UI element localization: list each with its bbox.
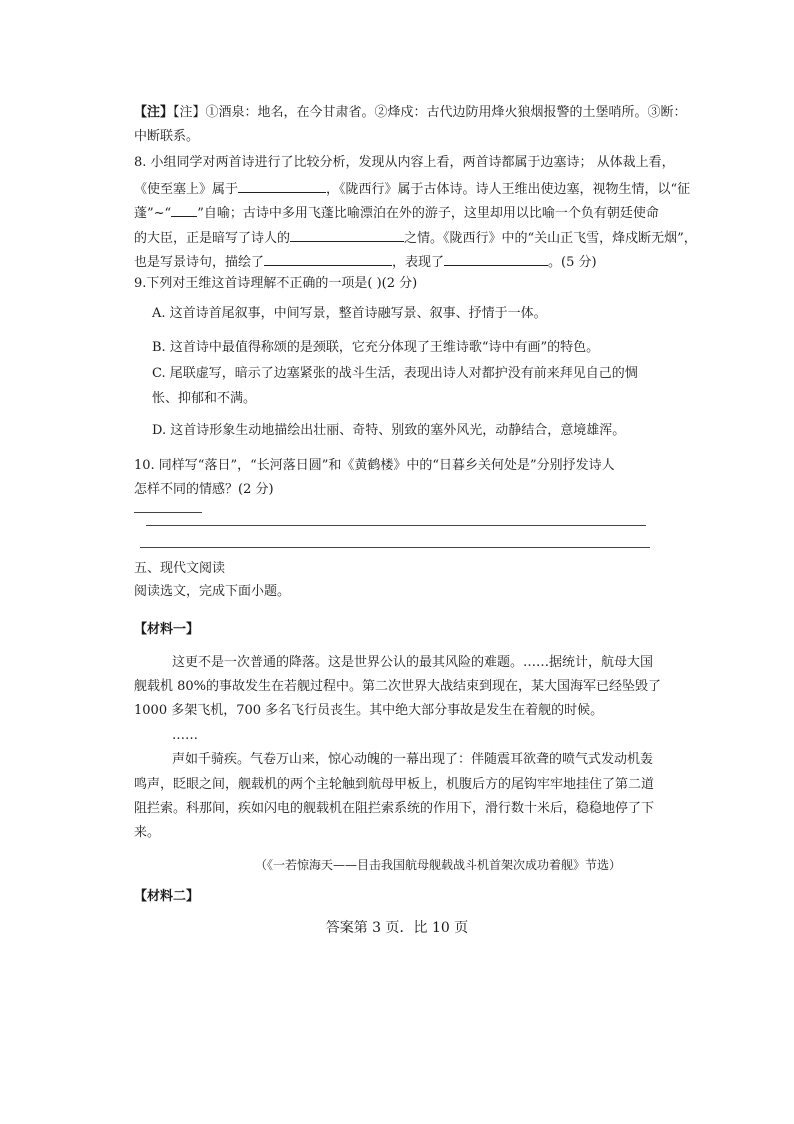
- note-text-1: 【注】①酒泉：地名，在今甘肃省。②烽戍：古代边防用烽火狼烟报警的土堡哨所。③断：: [173, 105, 687, 120]
- q8-text: 。(5 分): [548, 255, 597, 270]
- answer-line-short[interactable]: [134, 512, 202, 513]
- q8-line-3: [134, 204, 659, 222]
- note-line-1: [134, 105, 687, 121]
- answer-blank[interactable]: [264, 253, 392, 266]
- material-1-ellipsis: ……: [172, 728, 198, 743]
- q8-text: ，表现了: [392, 255, 445, 270]
- q9-option-b[interactable]: B. 这首诗中最值得称颂的是颈联，它充分体现了王维诗歌“诗中有画”的特色。: [152, 340, 600, 355]
- q9-option-a[interactable]: A. 这首诗首尾叙事，中间写景，整首诗融写景、叙事、抒情于一体。: [152, 306, 547, 321]
- answer-blank[interactable]: [171, 204, 197, 217]
- q8-text: 的大臣，正是暗写了诗人的: [134, 231, 291, 246]
- material-1-p2-line-2: 鸣声，眨眼之间，舰载机的两个主轮触到航母甲板上，机腹后方的尾钩牢牢地挂住了第二道: [134, 777, 655, 792]
- answer-line-2[interactable]: [140, 547, 650, 548]
- page-footer: 答案第 3 页．比 10 页: [325, 920, 469, 936]
- q8-text: ，《陇西行》属于古体诗。诗人王维出使边塞，视物生情，以“征: [326, 182, 691, 197]
- answer-blank[interactable]: [444, 253, 548, 266]
- q9-option-c[interactable]: C. 尾联虚写，暗示了边塞紧张的战斗生活，表现出诗人对都护没有前来拜见自己的惆: [152, 366, 638, 381]
- material-1-p2-line-4: 来。: [134, 825, 161, 840]
- material-1-p2-line-3: 阻拦索。科那间，疾如闪电的舰载机在阻拦索系统的作用下，滑行数十米后，稳稳地停了下: [134, 801, 655, 816]
- material-1-heading: 【材料一】: [134, 622, 200, 637]
- q8-line-1: 8. 小组同学对两首诗进行了比较分析，发现从内容上看，两首诗都属于边塞诗； 从体裁上看，: [134, 155, 675, 170]
- section-title: 五、现代文阅读: [134, 561, 226, 576]
- answer-blank[interactable]: [290, 229, 404, 242]
- section-instruction: 阅读选文，完成下面小题。: [134, 584, 291, 599]
- q8-text: 也是写景诗句，描绘了: [134, 255, 265, 270]
- q8-text: 蓬”~“: [134, 206, 172, 221]
- q8-line-5: [134, 253, 597, 271]
- q9-option-c-cont: 怅、抑郁和不满。: [152, 391, 257, 406]
- material-1-p1-line-3: 1000 多架飞机，700 多名飞行员丧生。其中绝大部分事故是发生在着舰的时候。: [134, 703, 604, 718]
- answer-line-1[interactable]: [146, 525, 646, 526]
- q8-text: 《使至塞上》属于: [134, 182, 239, 197]
- q8-line-2: [134, 180, 690, 198]
- material-1-source: （《一若惊海天——目击我国航母舰载战斗机首架次成功着舰》节选）: [255, 858, 622, 872]
- q8-text: 之情。《陇西行》中的“关山正飞雪，烽戍断无烟”，: [404, 231, 697, 246]
- note-line-2: 中断联系。: [134, 129, 200, 144]
- q8-line-4: [134, 229, 697, 247]
- material-1-p2-line-1: 声如千骑疾。气卷万山来，惊心动魄的一幕出现了：伴随震耳欲聋的喷气式发动机轰: [172, 752, 654, 767]
- material-2-heading: 【材料二】: [134, 889, 200, 904]
- note-label: 【注】: [134, 105, 174, 120]
- q9-stem: 9.下列对王维这首诗理解不正确的一项是( )(2 分): [134, 276, 418, 291]
- q10-line-2: 怎样不同的情感？(2 分): [134, 482, 274, 497]
- material-1-p1-line-2: 舰载机 80%的事故发生在若舰过程中。第二次世界大战结束到现在，某大国海军已经坠毁了: [134, 679, 662, 694]
- answer-blank[interactable]: [238, 180, 326, 193]
- material-1-p1-line-1: 这更不是一次普通的降落。这是世界公认的最其风险的难题。……据统计，航母大国: [172, 655, 654, 670]
- q10-line-1: 10. 同样写“落日”，“长河落日圆”和《黄鹤楼》中的“日暮乡关何处是”分别抒发诗人: [134, 458, 615, 473]
- q8-text: ”自喻；古诗中多用飞蓬比喻漂泊在外的游子，这里却用以比喻一个负有朝廷使命: [197, 206, 659, 221]
- q9-option-d[interactable]: D. 这首诗形象生动地描绘出壮丽、奇特、别致的塞外风光，动静结合，意境雄浑。: [152, 423, 626, 438]
